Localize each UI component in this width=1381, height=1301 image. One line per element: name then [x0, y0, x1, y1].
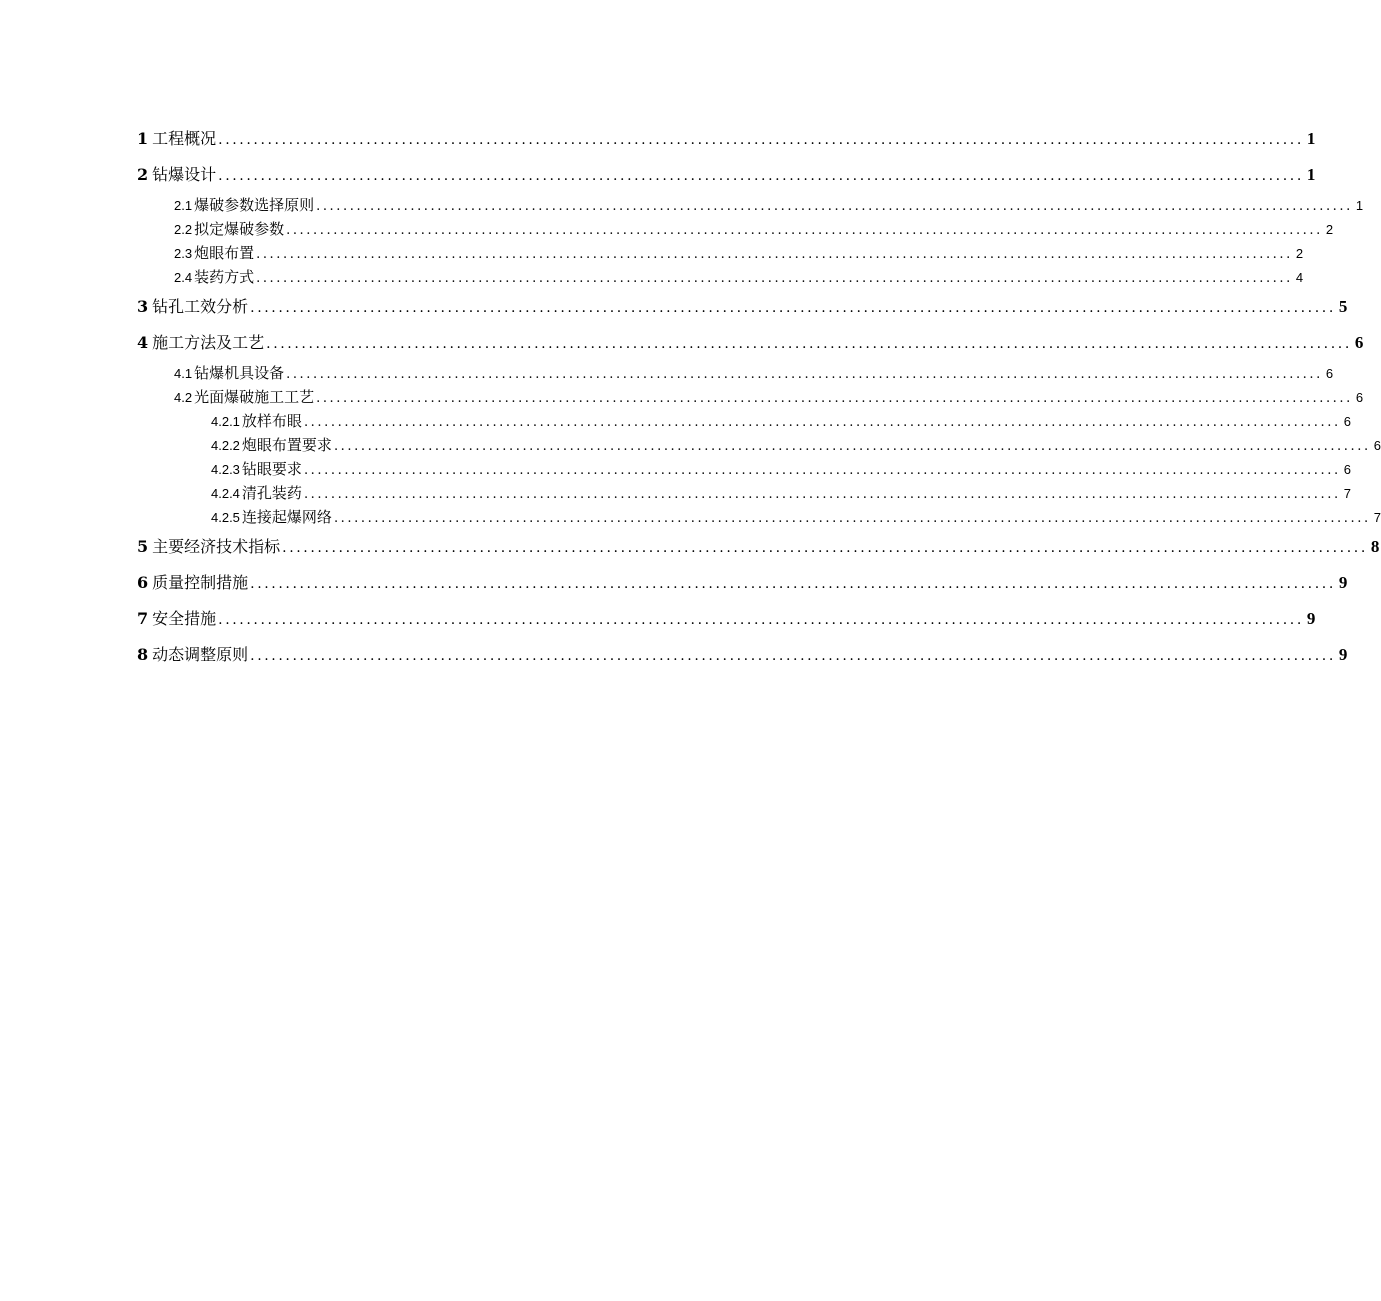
- toc-page-number: 9: [1338, 645, 1348, 664]
- toc-number: 1: [137, 129, 149, 148]
- toc-page-number: 9: [1306, 609, 1316, 628]
- toc-title: 炮眼布置要求: [241, 436, 332, 454]
- toc-number: 2.2: [174, 222, 193, 237]
- toc-number: 7: [137, 609, 149, 628]
- toc-leader: ..........................................................................................................................................................: [218, 168, 1304, 184]
- toc-page-number: 7: [1373, 510, 1381, 525]
- toc-leader: ..........................................................................................................................................................: [303, 487, 1341, 502]
- toc-entry[interactable]: [137, 481, 1351, 505]
- toc-entry[interactable]: [137, 601, 1316, 637]
- toc-entry[interactable]: [137, 265, 1304, 289]
- toc-title: 连接起爆网络: [241, 508, 332, 526]
- toc-page-number: 1: [1306, 165, 1316, 184]
- toc-title: 质量控制措施: [152, 573, 249, 592]
- toc-title: 主要经济技术指标: [152, 537, 281, 556]
- toc-page-number: 9: [1338, 573, 1348, 592]
- toc-entry[interactable]: [137, 217, 1334, 241]
- toc-page-number: 1: [1355, 198, 1364, 213]
- toc-number: 4: [137, 333, 149, 352]
- toc-entry[interactable]: [137, 193, 1364, 217]
- toc-number: 2: [137, 165, 149, 184]
- toc-entry[interactable]: [137, 385, 1364, 409]
- toc-page-number: 6: [1343, 462, 1351, 477]
- toc-number: 4.2: [174, 390, 193, 405]
- toc-page-number: 6: [1354, 333, 1364, 352]
- toc-number: 2.3: [174, 246, 193, 261]
- toc-leader: ..........................................................................................................................................................: [303, 463, 1341, 478]
- toc-leader: ..........................................................................................................................................................: [333, 439, 1371, 454]
- toc-entry[interactable]: [137, 121, 1316, 157]
- toc-page-number: 6: [1355, 390, 1364, 405]
- toc-entry[interactable]: [137, 157, 1316, 193]
- toc-title: 炮眼布置: [194, 244, 255, 262]
- toc-page-number: 2: [1295, 246, 1304, 261]
- toc-number: 4.2.4: [211, 486, 240, 501]
- toc-leader: ..........................................................................................................................................................: [218, 132, 1304, 148]
- toc-page-number: 4: [1295, 270, 1304, 285]
- toc-title: 安全措施: [152, 609, 217, 628]
- toc-number: 4.1: [174, 366, 193, 381]
- toc-entry[interactable]: [137, 529, 1380, 565]
- toc-number: 5: [137, 537, 149, 556]
- toc-number: 4.2.5: [211, 510, 240, 525]
- toc-number: 4.2.2: [211, 438, 240, 453]
- toc-entry[interactable]: [137, 433, 1381, 457]
- toc-title: 钻爆机具设备: [194, 364, 285, 382]
- toc-title: 施工方法及工艺: [152, 333, 265, 352]
- toc-entry[interactable]: [137, 505, 1381, 529]
- toc-entry[interactable]: [137, 457, 1351, 481]
- toc-page-number: 6: [1343, 414, 1351, 429]
- toc-page-number: 2: [1325, 222, 1334, 237]
- toc-title: 钻眼要求: [241, 460, 302, 478]
- toc-leader: ..........................................................................................................................................................: [303, 415, 1341, 430]
- toc-title: 工程概况: [152, 129, 217, 148]
- toc-entry[interactable]: [137, 289, 1348, 325]
- toc-leader: ..........................................................................................................................................................: [286, 223, 1323, 238]
- toc-leader: ..........................................................................................................................................................: [316, 391, 1353, 406]
- toc-page-number: 5: [1338, 297, 1348, 316]
- toc-leader: ..........................................................................................................................................................: [333, 511, 1371, 526]
- toc-entry[interactable]: [137, 325, 1364, 361]
- toc-entry[interactable]: [137, 241, 1304, 265]
- toc-title: 光面爆破施工工艺: [194, 388, 315, 406]
- toc-leader: ..........................................................................................................................................................: [282, 540, 1368, 556]
- toc-title: 钻爆设计: [152, 165, 217, 184]
- toc-entry[interactable]: [137, 361, 1334, 385]
- toc-title: 放样布眼: [241, 412, 302, 430]
- toc-number: 6: [137, 573, 149, 592]
- toc-number: 4.2.3: [211, 462, 240, 477]
- toc-leader: ..........................................................................................................................................................: [286, 367, 1323, 382]
- toc-leader: ..........................................................................................................................................................: [250, 300, 1336, 316]
- toc-title: 爆破参数选择原则: [194, 196, 315, 214]
- toc-leader: ..........................................................................................................................................................: [266, 336, 1352, 352]
- toc-leader: ..........................................................................................................................................................: [250, 576, 1336, 592]
- toc-title: 拟定爆破参数: [194, 220, 285, 238]
- toc-entry[interactable]: [137, 409, 1351, 433]
- toc-entry[interactable]: [137, 565, 1348, 601]
- toc-page-number: 7: [1343, 486, 1351, 501]
- toc-leader: ..........................................................................................................................................................: [316, 199, 1353, 214]
- toc-entry[interactable]: [137, 637, 1348, 673]
- toc-page-number: 1: [1306, 129, 1316, 148]
- toc-number: 2.1: [174, 198, 193, 213]
- toc-number: 4.2.1: [211, 414, 240, 429]
- toc-title: 装药方式: [194, 268, 255, 286]
- toc-title: 钻孔工效分析: [152, 297, 249, 316]
- toc-number: 2.4: [174, 270, 193, 285]
- toc-page-number: 6: [1325, 366, 1334, 381]
- toc-page-number: 8: [1370, 537, 1380, 556]
- toc-leader: ..........................................................................................................................................................: [256, 271, 1293, 286]
- toc-leader: ..........................................................................................................................................................: [250, 648, 1336, 664]
- toc-leader: ..........................................................................................................................................................: [218, 612, 1304, 628]
- toc-title: 动态调整原则: [152, 645, 249, 664]
- toc-title: 清孔装药: [241, 484, 302, 502]
- toc-leader: ..........................................................................................................................................................: [256, 247, 1293, 262]
- table-of-contents: [137, 121, 1381, 673]
- toc-page-number: 6: [1373, 438, 1381, 453]
- toc-number: 8: [137, 645, 149, 664]
- toc-number: 3: [137, 297, 149, 316]
